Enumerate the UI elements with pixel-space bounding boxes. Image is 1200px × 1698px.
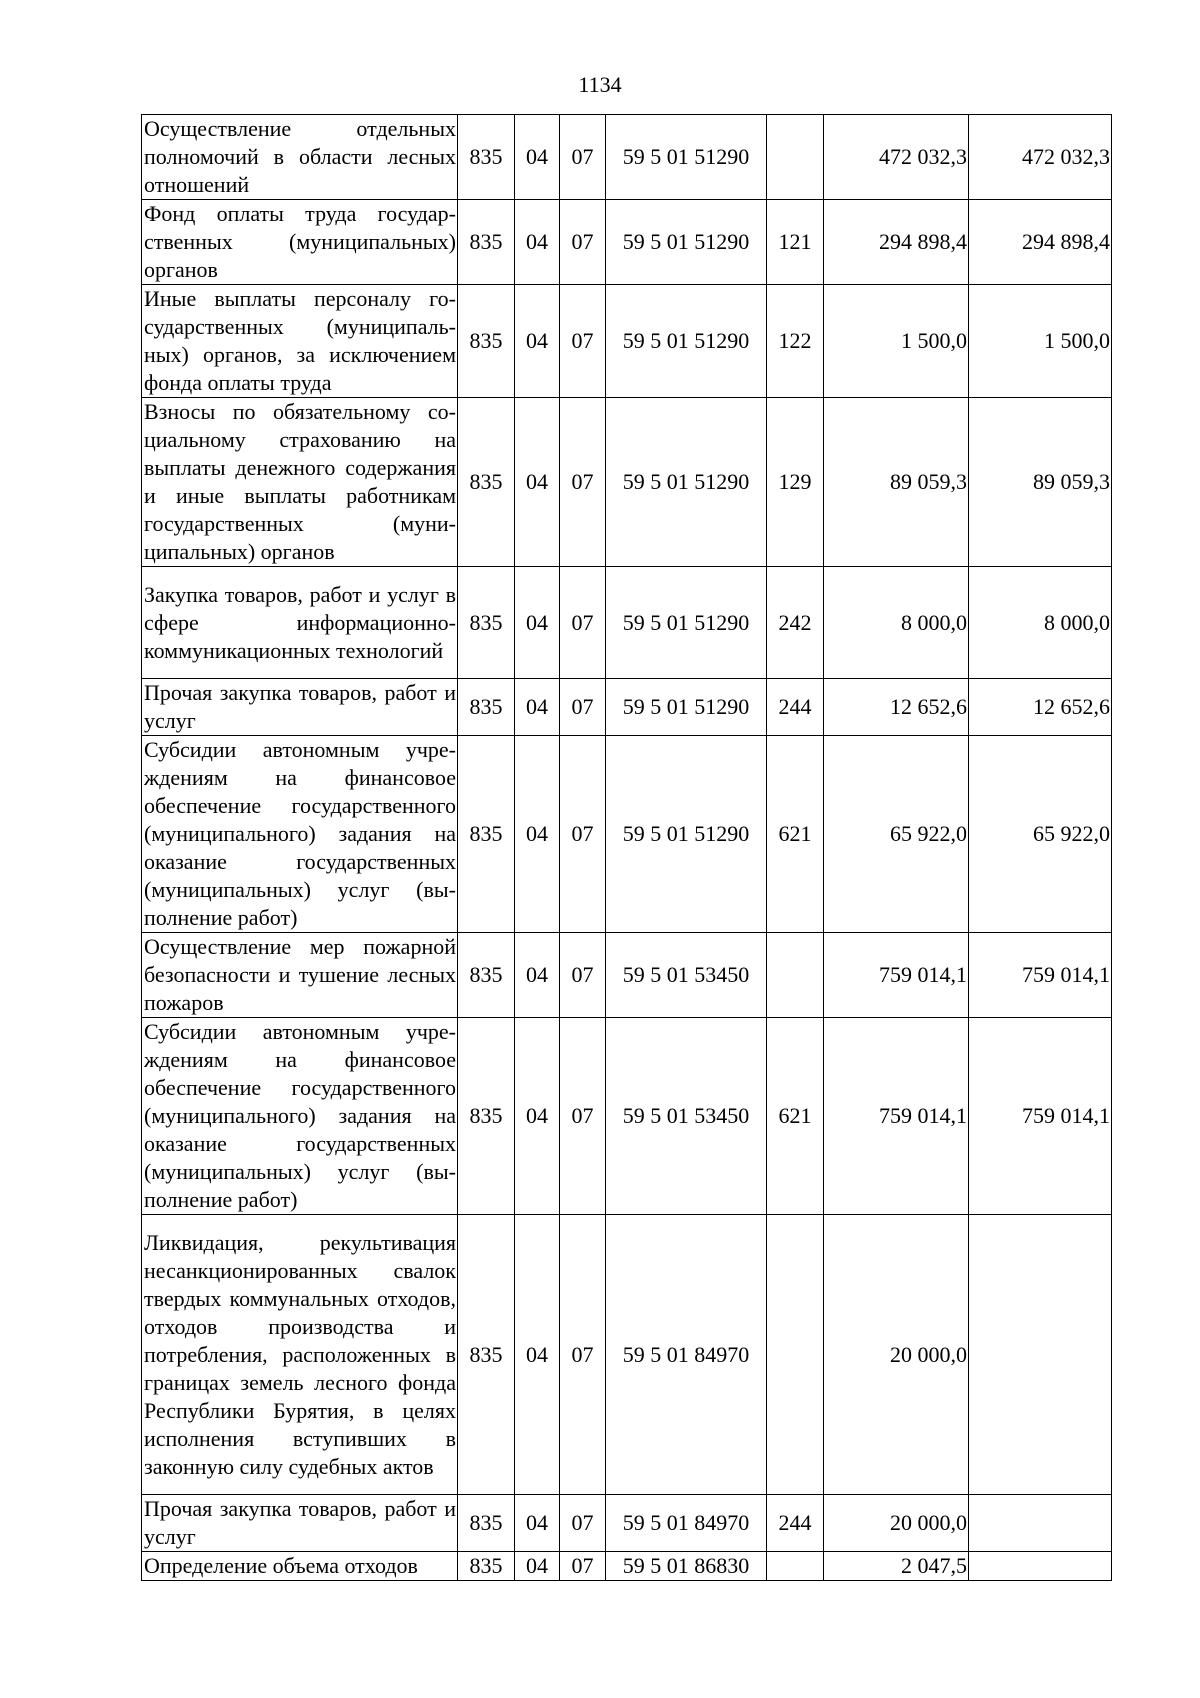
subsection-code: 07: [560, 285, 606, 398]
ministry-code: 835: [458, 933, 515, 1018]
row-description: Осуществление отдельных полномочий в области лесных отношений: [142, 115, 458, 200]
row-description: Прочая закупка товаров, работ и услуг: [142, 679, 458, 736]
row-description: Субсидии автономным учреждениям на финансовое обеспечение государственного (муниципального) задания на оказание государственных (муниципальных) услуг (выполнение работ): [142, 1018, 458, 1215]
section-code: 04: [515, 1552, 560, 1581]
amount-second-year: 294 898,4: [969, 200, 1112, 285]
subsection-code: 07: [560, 736, 606, 933]
table-row: [142, 285, 1112, 398]
expense-type-code: 621: [767, 736, 824, 933]
target-article-code: 59 5 01 53450: [606, 1018, 767, 1215]
subsection-code: 07: [560, 1495, 606, 1552]
ministry-code: 835: [458, 679, 515, 736]
table-row: [142, 200, 1112, 285]
target-article-code: 59 5 01 51290: [606, 567, 767, 679]
amount-first-year: 2 047,5: [824, 1552, 969, 1581]
ministry-code: 835: [458, 567, 515, 679]
row-description: Прочая закупка товаров, работ и услуг: [142, 1495, 458, 1552]
amount-first-year: 759 014,1: [824, 1018, 969, 1215]
table-row: [142, 1018, 1112, 1215]
subsection-code: 07: [560, 933, 606, 1018]
expense-type-code: 121: [767, 200, 824, 285]
amount-first-year: 12 652,6: [824, 679, 969, 736]
section-code: 04: [515, 736, 560, 933]
expense-type-code: [767, 1552, 824, 1581]
table-row: [142, 115, 1112, 200]
row-description: Фонд оплаты труда государственных (муниципальных) органов: [142, 200, 458, 285]
subsection-code: 07: [560, 1552, 606, 1581]
ministry-code: 835: [458, 1215, 515, 1495]
target-article-code: 59 5 01 84970: [606, 1495, 767, 1552]
table-row: [142, 736, 1112, 933]
amount-second-year: 759 014,1: [969, 1018, 1112, 1215]
subsection-code: 07: [560, 115, 606, 200]
amount-first-year: 20 000,0: [824, 1215, 969, 1495]
table-row: [142, 933, 1112, 1018]
ministry-code: 835: [458, 115, 515, 200]
table-row: [142, 1495, 1112, 1552]
expense-type-code: 122: [767, 285, 824, 398]
target-article-code: 59 5 01 51290: [606, 285, 767, 398]
amount-second-year: 89 059,3: [969, 398, 1112, 567]
ministry-code: 835: [458, 285, 515, 398]
ministry-code: 835: [458, 1495, 515, 1552]
row-description: Иные выплаты персоналу государственных (муниципальных) органов, за исключением фонда оплаты труда: [142, 285, 458, 398]
expense-type-code: [767, 933, 824, 1018]
amount-second-year: 759 014,1: [969, 933, 1112, 1018]
ministry-code: 835: [458, 200, 515, 285]
amount-second-year: [969, 1552, 1112, 1581]
section-code: 04: [515, 1018, 560, 1215]
amount-second-year: [969, 1495, 1112, 1552]
amount-second-year: 65 922,0: [969, 736, 1112, 933]
expense-type-code: 242: [767, 567, 824, 679]
amount-first-year: 759 014,1: [824, 933, 969, 1018]
table-row: [142, 567, 1112, 679]
section-code: 04: [515, 933, 560, 1018]
section-code: 04: [515, 679, 560, 736]
amount-second-year: 8 000,0: [969, 567, 1112, 679]
expense-type-code: [767, 1215, 824, 1495]
subsection-code: 07: [560, 1018, 606, 1215]
section-code: 04: [515, 398, 560, 567]
amount-second-year: [969, 1215, 1112, 1495]
ministry-code: 835: [458, 398, 515, 567]
target-article-code: 59 5 01 51290: [606, 398, 767, 567]
row-description: Определение объема отходов: [142, 1552, 458, 1581]
expense-type-code: [767, 115, 824, 200]
expense-type-code: 621: [767, 1018, 824, 1215]
row-description: Осуществление мер пожарной безопасности и тушение лесных пожаров: [142, 933, 458, 1018]
target-article-code: 59 5 01 86830: [606, 1552, 767, 1581]
row-description: Субсидии автономным учреждениям на финансовое обеспечение государственного (муниципального) задания на оказание государственных (муниципальных) услуг (выполнение работ): [142, 736, 458, 933]
amount-first-year: 8 000,0: [824, 567, 969, 679]
section-code: 04: [515, 1495, 560, 1552]
target-article-code: 59 5 01 84970: [606, 1215, 767, 1495]
target-article-code: 59 5 01 51290: [606, 679, 767, 736]
table-row: [142, 679, 1112, 736]
amount-second-year: 1 500,0: [969, 285, 1112, 398]
subsection-code: 07: [560, 200, 606, 285]
subsection-code: 07: [560, 679, 606, 736]
target-article-code: 59 5 01 51290: [606, 200, 767, 285]
section-code: 04: [515, 1215, 560, 1495]
ministry-code: 835: [458, 736, 515, 933]
section-code: 04: [515, 115, 560, 200]
section-code: 04: [515, 567, 560, 679]
ministry-code: 835: [458, 1552, 515, 1581]
page-number: 1134: [578, 72, 622, 97]
ministry-code: 835: [458, 1018, 515, 1215]
subsection-code: 07: [560, 398, 606, 567]
target-article-code: 59 5 01 51290: [606, 736, 767, 933]
subsection-code: 07: [560, 1215, 606, 1495]
amount-first-year: 294 898,4: [824, 200, 969, 285]
section-code: 04: [515, 285, 560, 398]
table-row: [142, 398, 1112, 567]
budget-table: [141, 114, 1112, 1581]
expense-type-code: 244: [767, 679, 824, 736]
amount-second-year: 472 032,3: [969, 115, 1112, 200]
table-row: [142, 1215, 1112, 1495]
amount-second-year: 12 652,6: [969, 679, 1112, 736]
table-row: [142, 1552, 1112, 1581]
expense-type-code: 244: [767, 1495, 824, 1552]
subsection-code: 07: [560, 567, 606, 679]
row-description: Взносы по обязательному социальному страхованию на выплаты денежного содержания и иные выплаты работникам государственных (муниципальных) органов: [142, 398, 458, 567]
row-description: Ликвидация, рекультивация несанкционированных свалок твердых коммунальных отходов, отходов производства и потребления, расположенных в границах земель лесного фонда Республики Бурятия, в целях исполнения вступивших в законную силу судебных актов: [142, 1215, 458, 1495]
target-article-code: 59 5 01 51290: [606, 115, 767, 200]
row-description: Закупка товаров, работ и услуг в сфере информационно-коммуникационных технологий: [142, 567, 458, 679]
section-code: 04: [515, 200, 560, 285]
amount-first-year: 89 059,3: [824, 398, 969, 567]
target-article-code: 59 5 01 53450: [606, 933, 767, 1018]
expense-type-code: 129: [767, 398, 824, 567]
amount-first-year: 20 000,0: [824, 1495, 969, 1552]
amount-first-year: 472 032,3: [824, 115, 969, 200]
amount-first-year: 65 922,0: [824, 736, 969, 933]
amount-first-year: 1 500,0: [824, 285, 969, 398]
